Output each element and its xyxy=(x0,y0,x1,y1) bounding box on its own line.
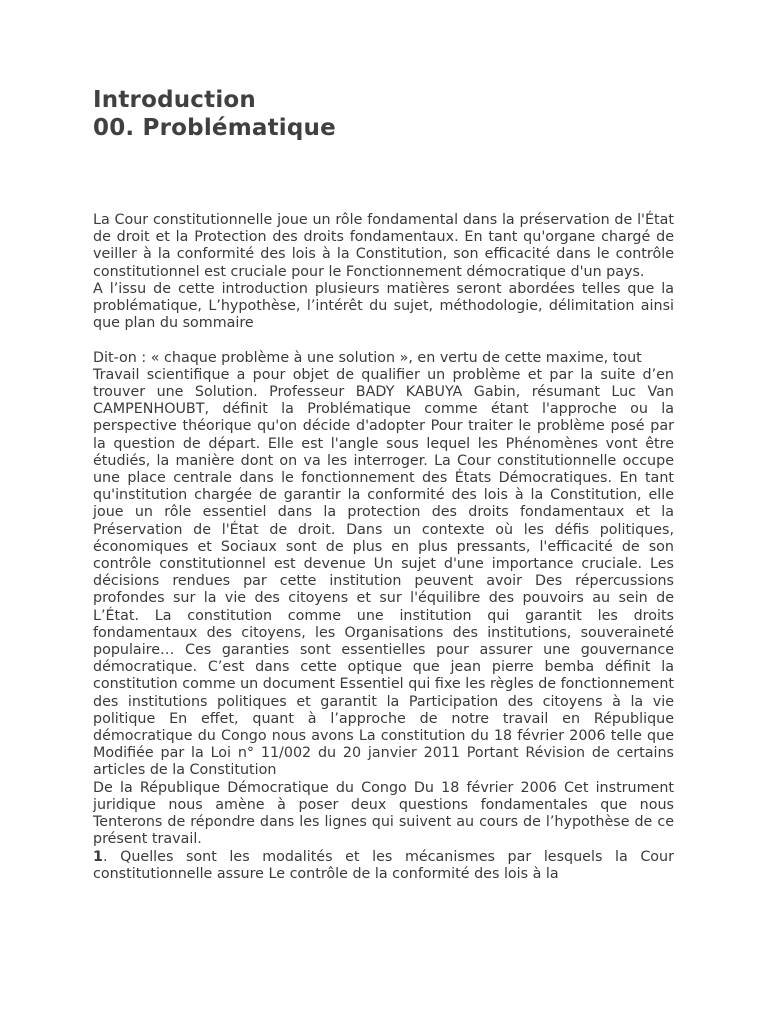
question-one-text: . Quelles sont les modalités et les mécanismes par lesquels la Cour constitutionnelle assure Le contrôle de la conformité des lois à la xyxy=(93,848,674,882)
paragraph-introduction-scope: A l’issu de cette introduction plusieurs matières seront abordées telles que la problématique, L’hypothèse, l’intérêt du sujet, méthodologie, délimitation ainsi que plan du sommaire xyxy=(93,280,674,332)
paragraph-travail-scientifique: Travail scientifique a pour objet de qualifier un problème et par la suite d’en trouver une Solution. Professeur BADY KABUYA Gabin, résumant Luc Van CAMPENHOUBT, définit la Problématique comme étant l'approche ou la perspective théorique qu'on décide d'adopter Pour traiter le problème posé par la question de départ. Elle est l'angle sous lequel les Phénomènes vont être étudiés, la manière dont on va les interroger. La Cour constitutionnelle occupe une place centrale dans le fonctionnement des États Démocratiques. En tant qu'institution chargée de garantir la conformité des lois à la Constitution, elle joue un rôle essentiel dans la protection des droits fondamentaux et la Préservation de l'État de droit. Dans un contexte où les défis politiques, économiques et Sociaux sont de plus en plus pressants, l'efficacité de son contrôle constitutionnel est devenue Un sujet d'une importance cruciale. Les décisions rendues par cette institution peuvent avoir Des répercussions profondes sur la vie des citoyens et sur l'équilibre des pouvoirs au sein de L’État. La constitution comme une institution qui garantit les droits fondamentaux des citoyens, les Organisations des institutions, souveraineté populaire… Ces garanties sont essentielles pour assurer une gouvernance démocratique. C’est dans cette optique que jean pierre bemba définit la constitution comme un document Essentiel qui fixe les règles de fonctionnement des institutions politiques et garantit la Participation des citoyens à la vie politique En effet, quant à l’approche de notre travail en République démocratique du Congo nous avons La constitution du 18 février 2006 telle que Modifiée par la Loi n° 11/002 du 20 janvier 2011 Portant Révision de certains articles de la Constitution xyxy=(93,366,674,779)
page-title xyxy=(93,86,674,142)
paragraph-spacer xyxy=(93,332,674,349)
question-one-number: 1 xyxy=(93,848,103,865)
document-body xyxy=(93,212,674,883)
paragraph-maxime: Dit-on : « chaque problème à une solution », en vertu de cette maxime, tout xyxy=(93,349,642,366)
paragraph-republique: De la République Démocratique du Congo Du 18 février 2006 Cet instrument juridique nous amène à poser deux questions fondamentales que nous Tenterons de répondre dans les lignes qui suivent au cours de l’hypothèse de ce présent travail. xyxy=(93,779,674,848)
title-problematique: 00. Problématique xyxy=(93,115,336,141)
question-one xyxy=(93,849,674,883)
paragraph-cour-role: La Cour constitutionnelle joue un rôle fondamental dans la préservation de l'État de droit et la Protection des droits fondamentaux. En tant qu'organe chargé de veiller à la conformité des lois à la Constitution, son efficacité dans le contrôle constitutionnel est cruciale pour le Fonctionnement démocratique d'un pays. xyxy=(93,212,674,280)
title-introduction: Introduction xyxy=(93,87,256,113)
